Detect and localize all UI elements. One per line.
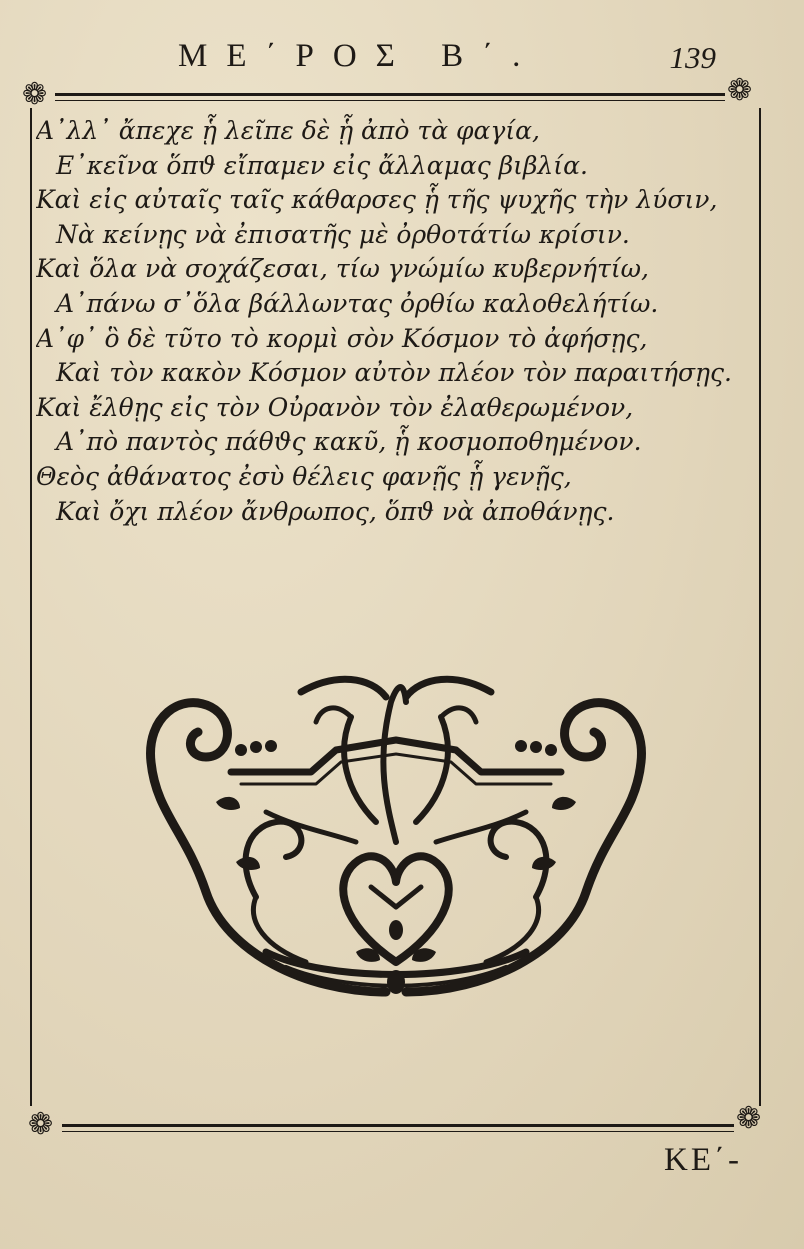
top-rule (55, 93, 725, 96)
top-rule-thin (55, 100, 725, 101)
verse-line: Α᾽πάνω σ᾽ὅλα βάλλωντας ὀρθίω καλοθελήτίω. (56, 288, 659, 318)
verse-line: Θεὸς ἀθάνατος ἐσὺ θέλεις φανῇς ᾗ γενῇς, (36, 461, 572, 491)
bottom-rule (62, 1124, 734, 1127)
verse-line: Καὶ εἰς αὐταῖς ταῖς κάθαρσες ᾗ τῆς ψυχῆς τὴν λύσιν, (36, 185, 718, 215)
bottom-rule-thin (62, 1131, 734, 1132)
verse-line: Καὶ ὅλα νὰ σοχάζεσαι, τίω γνώμίω κυβερνήτίω, (36, 254, 649, 284)
rosette-icon: ❁ (736, 1101, 762, 1136)
verse-line: Α᾽πὸ παντὸς πάθϑς κακῦ, ᾗ κοσμοποθημένον. (56, 427, 642, 457)
verse-line: Καὶ ὄχι πλέον ἄνθρωπος, ὅπϑ νὰ ἀποθάνῃς. (56, 496, 615, 526)
rosette-icon: ❁ (727, 73, 753, 108)
verse-line: Νὰ κείνῃς νὰ ἐπισατῆς μὲ ὀρθοτάτίω κρίσιν. (56, 219, 630, 249)
catchword: ΚΕ΄- (664, 1142, 742, 1178)
poem-text (36, 114, 752, 529)
verse-line: Καὶ τὸν κακὸν Κόσμον αὐτὸν πλέον τὸν παραιτήσῃς. (56, 358, 732, 388)
verse-line: Καὶ ἔλθῃς εἰς τὸν Οὐρανὸν τὸν ἐλαθερωμένον, (36, 392, 634, 422)
verse-line: Ε᾽κεῖνα ὅπϑ εἴπαμεν εἰς ἄλλαμας βιβλία. (56, 150, 588, 180)
verse-line: Α᾽λλ᾽ ἄπεχε ᾗ λεῖπε δὲ ᾗ ἀπὸ τὰ φαγία, (36, 116, 540, 145)
page-header (0, 34, 804, 84)
page-number: 139 (669, 40, 716, 75)
verse-line: Α᾽φ᾽ ὃ δὲ τῦτο τὸ κορμὶ σὸν Κόσμον τὸ ἀφήσῃς, (36, 323, 648, 353)
rosette-icon: ❁ (28, 1107, 54, 1142)
running-head: ΜΕ΄ΡΟΣ Β΄. (178, 38, 540, 74)
rosette-icon: ❁ (22, 77, 48, 112)
floral-woodcut-ornament (136, 662, 656, 1012)
